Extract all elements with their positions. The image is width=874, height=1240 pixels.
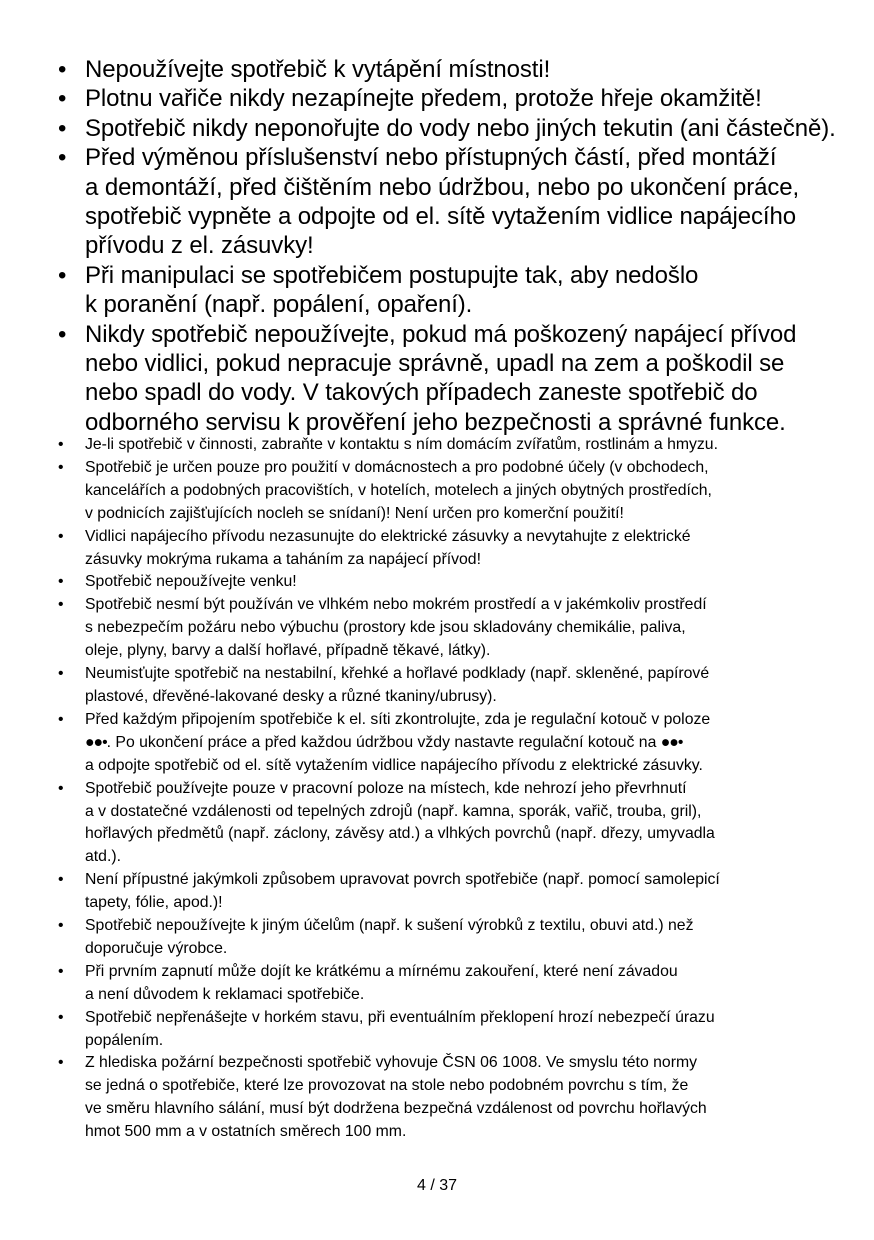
regulator-position-icon: ●●• <box>85 733 107 751</box>
bullet-icon: • <box>58 1054 64 1072</box>
list-item-text: Není přípustné jakýmkoli způsobem upravovat povrch spotřebiče (např. pomocí samolepicí tapety, fólie, apod.)! <box>85 871 720 912</box>
bullet-icon: • <box>58 56 67 83</box>
bullet-icon: • <box>58 458 64 476</box>
list-item <box>58 1007 848 1053</box>
safety-instructions-list <box>58 434 848 1144</box>
list-item <box>58 526 848 572</box>
list-item <box>58 778 848 870</box>
list-item <box>58 143 858 261</box>
list-item-text: Spotřebič používejte pouze v pracovní poloze na místech, kde nehrozí jeho převrhnutí a v dostatečné vzdálenosti od tepelných zdrojů (např. kamna, sporák, vařič, trouba, gril), hořlavých předmětů (např. záclony, závěsy atd.) a vlhkých povrchů (např. dřezy, umyvadla atd.). <box>85 779 715 866</box>
bullet-icon: • <box>58 144 67 172</box>
regulator-text-line3: a odpojte spotřebič od el. sítě vytažením vidlice napájecího přívodu z elektrické zásuvky. <box>85 756 703 774</box>
list-item-text: Z hlediska požární bezpečnosti spotřebič vyhovuje ČSN 06 1008. Ve smyslu této normy se jedná o spotřebiče, které lze provozovat na stole nebo podobném povrchu s tím, že ve směru hlavního sálání, musí být dodržena bezpečná vzdálenost od povrchu hořlavých hmot 500 mm a v ostatních směrech 100 mm. <box>85 1054 707 1141</box>
regulator-list-item <box>58 709 848 778</box>
bullet-icon: • <box>58 320 67 348</box>
bullet-icon: • <box>58 779 64 797</box>
list-item-text: Vidlici napájecího přívodu nezasunujte do elektrické zásuvky a nevytahujte z elektrické zásuvky mokrýma rukama a taháním za napájecí přívod! <box>85 527 691 568</box>
list-item-text: Spotřebič nikdy neponořujte do vody nebo jiných tekutin (ani částečně). <box>85 114 836 142</box>
bullet-icon: • <box>58 114 67 142</box>
list-item <box>58 1052 848 1144</box>
bullet-icon: • <box>58 85 67 113</box>
list-item <box>58 594 848 663</box>
list-item-text: Spotřebič nepoužívejte venku! <box>85 573 297 591</box>
list-item <box>58 869 848 915</box>
list-item <box>58 571 848 594</box>
list-item <box>58 434 848 457</box>
regulator-position-icon: ●●• <box>660 733 683 751</box>
regulator-text-line2: . Po ukončení práce a před každou údržbou vždy nastavte regulační kotouč na <box>106 733 661 751</box>
list-item <box>58 663 848 709</box>
list-item-text: Při manipulaci se spotřebičem postupujte tak, aby nedošlo k poranění (např. popálení, opaření). <box>85 261 699 319</box>
large-warnings-list <box>58 55 858 437</box>
list-item-text: Spotřebič nesmí být používán ve vlhkém nebo mokrém prostředí a v jakémkoliv prostředí s nebezpečím požáru nebo výbuchu (prostory kde jsou skladovány chemikálie, paliva, oleje, plyny, barvy a další hořlavé, případně těkavé, látky). <box>85 596 707 660</box>
list-item-text: Spotřebič je určen pouze pro použití v domácnostech a pro podobné účely (v obchodech, kancelářích a podobných pracovištích, v hotelích, motelech a jiných obytných prostředích, v podnicích zajišťujících nocleh se snídaní)! Není určen pro komerční použití! <box>85 458 712 522</box>
list-item-text: Plotnu vařiče nikdy nezapínejte předem, protože hřeje okamžitě! <box>85 85 762 113</box>
list-item-text: Před výměnou příslušenství nebo přístupných částí, před montáží a demontáží, před čištěním nebo údržbou, nebo po ukončení práce, spotřebič vypněte a odpojte od el. sítě vytažením vidlice napájecího přívodu z el. zásuvky! <box>85 144 800 260</box>
list-item <box>58 261 858 320</box>
list-item-text: Při prvním zapnutí může dojít ke krátkému a mírnému zakouření, které není závadou a není důvodem k reklamaci spotřebiče. <box>85 962 678 1003</box>
list-item-text: Neumisťujte spotřebič na nestabilní, křehké a hořlavé podklady (např. skleněné, papírové plastové, dřevěné-lakované desky a různé tkaniny/ubrusy). <box>85 665 710 705</box>
list-item <box>58 55 858 84</box>
bullet-icon: • <box>58 573 64 591</box>
bullet-icon: • <box>58 917 64 935</box>
list-item-text: Spotřebič nepoužívejte k jiným účelům (např. k sušení výrobků z textilu, obuvi atd.) než doporučuje výrobce. <box>85 917 694 957</box>
bullet-icon: • <box>58 665 64 683</box>
list-item <box>58 961 848 1007</box>
list-item <box>58 915 848 961</box>
list-item-text: Spotřebič nepřenášejte v horkém stavu, při eventuálním překlopení hrozí nebezpečí úrazu popálením. <box>85 1008 715 1049</box>
list-item <box>58 457 848 526</box>
bullet-icon: • <box>58 710 64 728</box>
bullet-icon: • <box>58 871 64 889</box>
page-number: 4 / 37 <box>416 1177 458 1194</box>
bullet-icon: • <box>58 436 64 453</box>
list-item <box>58 114 858 143</box>
list-item-text: Nepoužívejte spotřebič k vytápění místnosti! <box>85 56 551 83</box>
list-item-text: Nikdy spotřebič nepoužívejte, pokud má poškozený napájecí přívod nebo vidlici, pokud nepracuje správně, upadl na zem a poškodil se nebo spadl do vody. V takových případech zaneste spotřebič do odborného servisu k prověření jeho bezpečnosti a správné funkce. <box>85 320 797 436</box>
bullet-icon: • <box>58 527 64 545</box>
bullet-icon: • <box>58 962 64 980</box>
list-item <box>58 84 858 113</box>
list-item-text: Je-li spotřebič v činnosti, zabraňte v kontaktu s ním domácím zvířatům, rostlinám a hmyzu. <box>85 436 718 453</box>
bullet-icon: • <box>58 596 64 614</box>
bullet-icon: • <box>58 1008 64 1026</box>
bullet-icon: • <box>58 261 67 289</box>
list-item <box>58 320 858 438</box>
regulator-text-line1: Před každým připojením spotřebiče k el. síti zkontrolujte, zda je regulační kotouč v poloze <box>85 710 711 728</box>
